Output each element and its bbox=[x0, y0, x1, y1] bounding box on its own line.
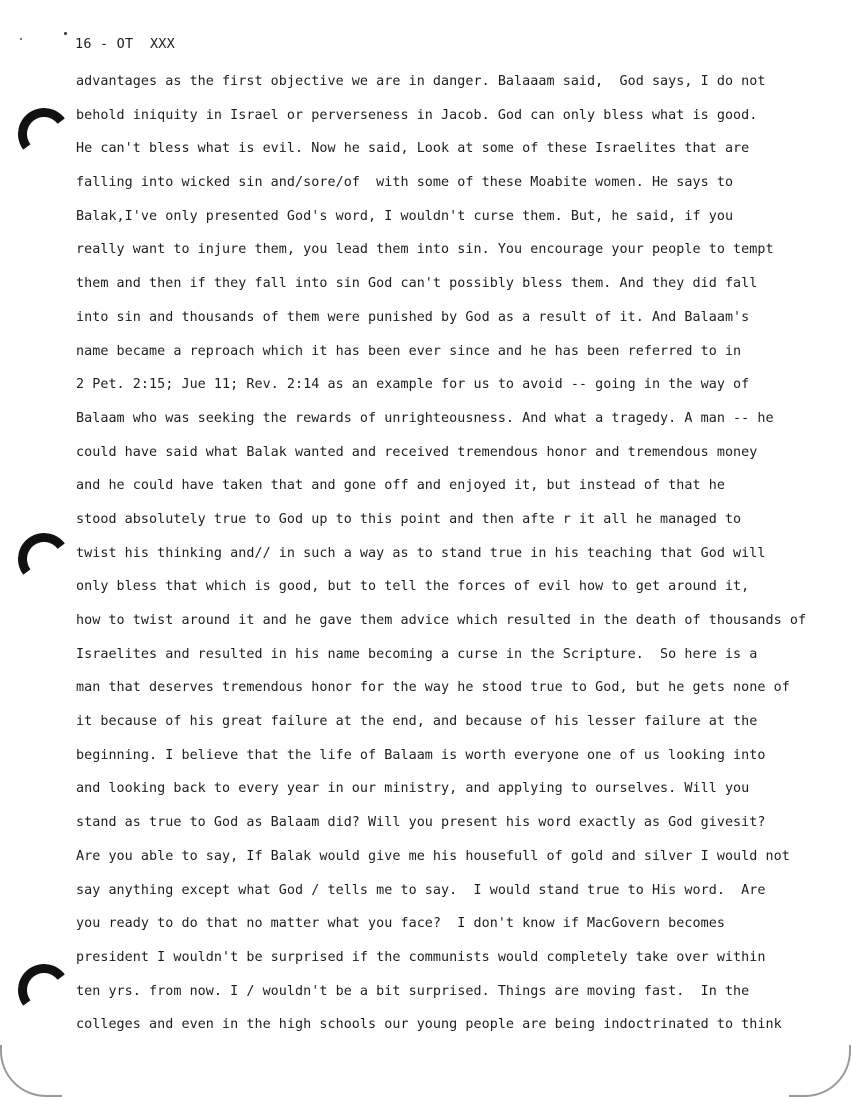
page-corner-right bbox=[789, 1045, 851, 1097]
margin-mark bbox=[20, 38, 22, 40]
text-line: Balaam who was seeking the rewards of unrighteousness. And what a tragedy. A man -- he bbox=[76, 410, 774, 426]
text-line: really want to injure them, you lead them into sin. You encourage your people to tempt bbox=[76, 242, 774, 258]
text-line: Israelites and resulted in his name becoming a curse in the Scripture. So here is a bbox=[76, 646, 758, 662]
text-line: He can't bless what is evil. Now he said, Look at some of these Israelites that are bbox=[76, 141, 750, 157]
text-line: stood absolutely true to God up to this point and then afte r it all he managed to bbox=[76, 511, 742, 527]
text-line: colleges and even in the high schools our young people are being indoctrinated to think bbox=[76, 1017, 782, 1033]
text-line: it because of his great failure at the end, and because of his lesser failure at the bbox=[76, 714, 758, 730]
text-line: and he could have taken that and gone off and enjoyed it, but instead of that he bbox=[76, 478, 725, 494]
text-line: and looking back to every year in our ministry, and applying to ourselves. Will you bbox=[76, 781, 750, 797]
binder-hole-icon bbox=[15, 530, 74, 589]
binder-hole-icon bbox=[15, 961, 74, 1020]
ink-dot bbox=[64, 32, 67, 35]
text-line: could have said what Balak wanted and received tremendous honor and tremendous money bbox=[76, 444, 758, 460]
text-line: advantages as the first objective we are in danger. Balaaam said, God says, I do not bbox=[76, 74, 766, 89]
text-line: man that deserves tremendous honor for the way he stood true to God, but he gets none of bbox=[76, 680, 790, 696]
binder-hole-icon bbox=[15, 105, 74, 164]
text-line: Are you able to say, If Balak would give me his housefull of gold and silver I would not bbox=[76, 848, 790, 864]
page-header: 16 - OT XXX bbox=[75, 36, 175, 52]
page-corner-left bbox=[0, 1045, 62, 1097]
text-line: falling into wicked sin and/sore/of with some of these Moabite women. He says to bbox=[76, 175, 734, 191]
text-line: Balak,I've only presented God's word, I wouldn't curse them. But, he said, if you bbox=[76, 208, 734, 224]
body-text bbox=[76, 72, 846, 1049]
text-line: only bless that which is good, but to tell the forces of evil how to get around it, bbox=[76, 579, 750, 595]
text-line: name became a reproach which it has been ever since and he has been referred to in bbox=[76, 343, 742, 359]
text-line: behold iniquity in Israel or perverseness in Jacob. God can only bless what is good. bbox=[76, 107, 758, 123]
text-line: you ready to do that no matter what you face? I don't know if MacGovern becomes bbox=[76, 916, 725, 932]
text-line: beginning. I believe that the life of Balaam is worth everyone one of us looking into bbox=[76, 747, 766, 763]
text-line: president I wouldn't be surprised if the communists would completely take over within bbox=[76, 949, 766, 965]
text-line: them and then if they fall into sin God can't possibly bless them. And they did fall bbox=[76, 276, 758, 292]
text-line: ten yrs. from now. I / wouldn't be a bit surprised. Things are moving fast. In the bbox=[76, 983, 750, 999]
text-line: say anything except what God / tells me to say. I would stand true to His word. Are bbox=[76, 882, 766, 898]
text-line: 2 Pet. 2:15; Jue 11; Rev. 2:14 as an example for us to avoid -- going in the way of bbox=[76, 377, 750, 393]
text-line: stand as true to God as Balaam did? Will you present his word exactly as God givesit? bbox=[76, 815, 766, 831]
text-line: how to twist around it and he gave them advice which resulted in the death of thousands of bbox=[76, 613, 807, 628]
text-line: into sin and thousands of them were punished by God as a result of it. And Balaam's bbox=[76, 309, 750, 325]
text-line: twist his thinking and// in such a way as to stand true in his teaching that God will bbox=[76, 545, 766, 561]
